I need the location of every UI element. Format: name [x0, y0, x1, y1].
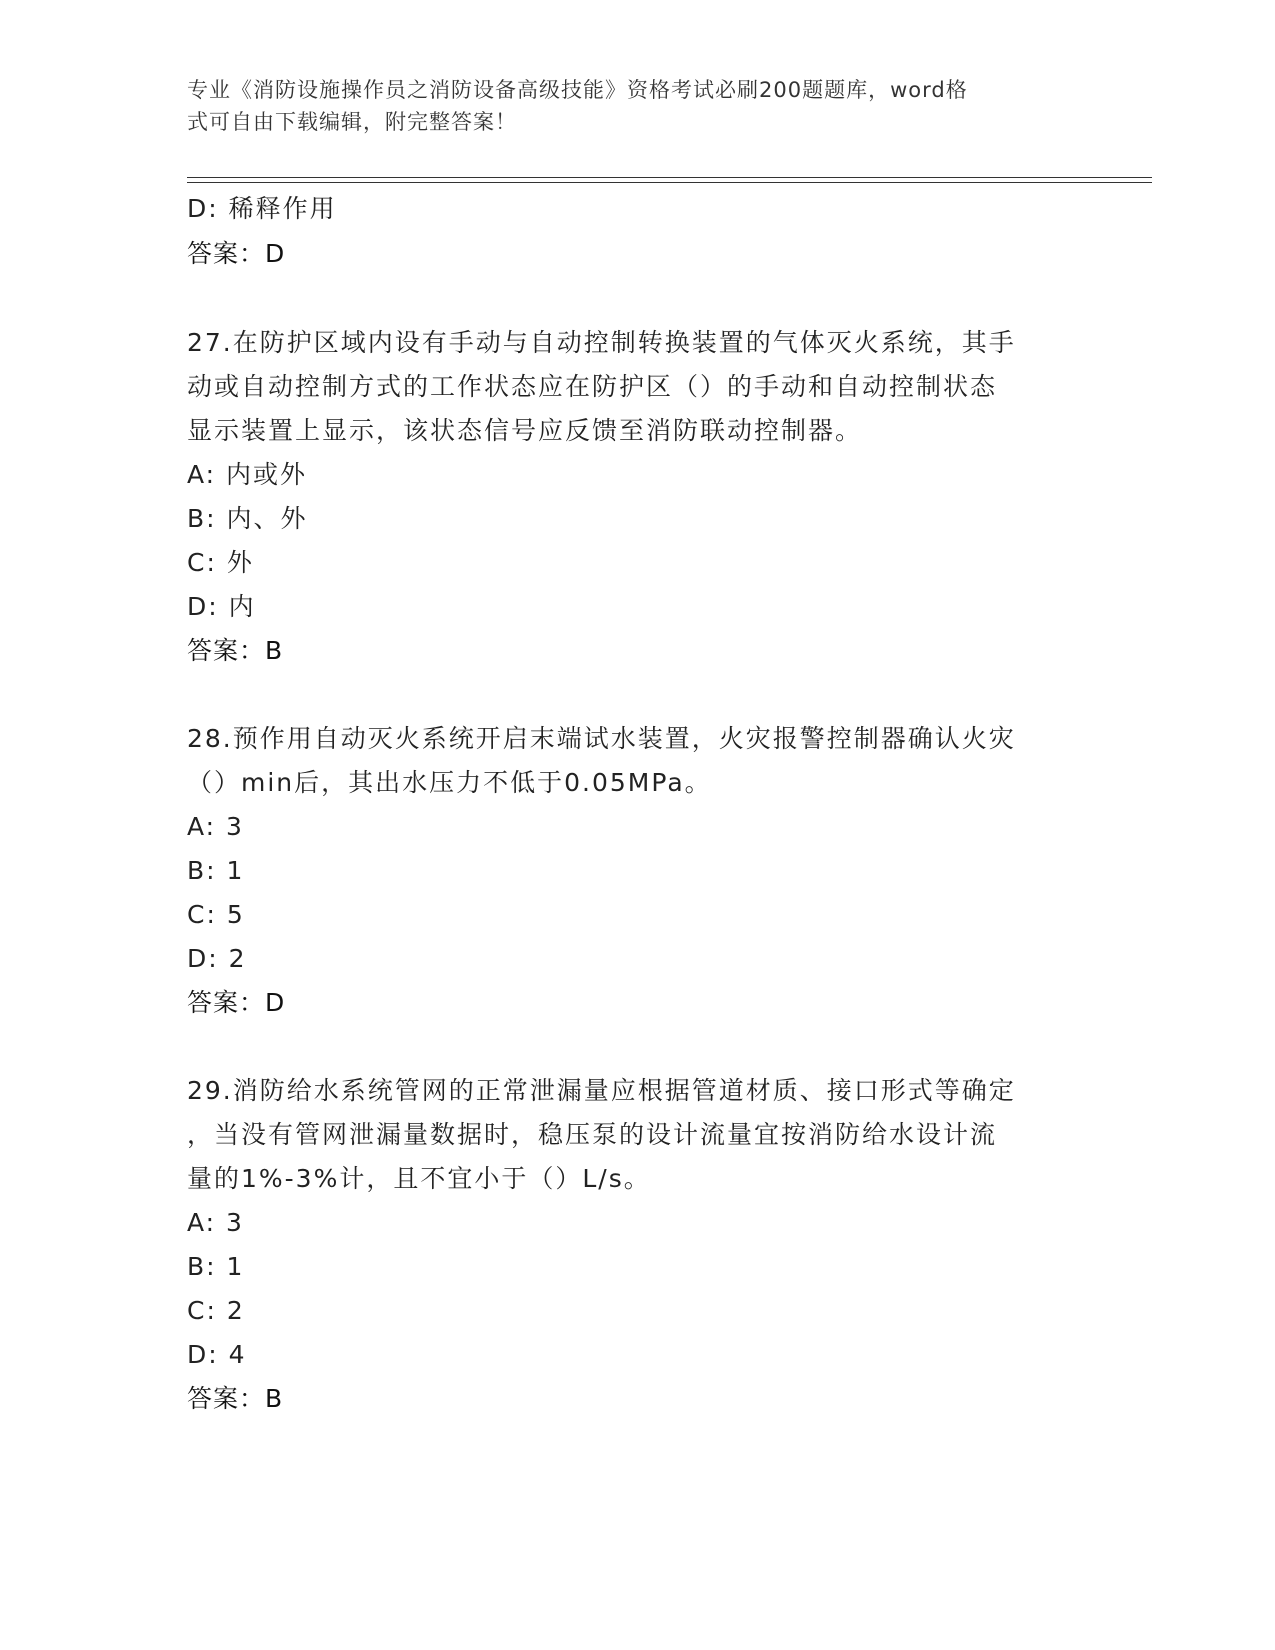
q29-option-b: B: 1 [187, 1252, 245, 1281]
q29-option-c: C: 2 [187, 1296, 245, 1325]
q29-text-line-2: ，当没有管网泄漏量数据时，稳压泵的设计流量宜按消防给水设计流 [187, 1120, 998, 1149]
q28-option-d: D: 2 [187, 944, 247, 973]
q28-option-c: C: 5 [187, 900, 245, 929]
q27-option-d: D: 内 [187, 592, 256, 621]
prev-answer: 答案：D [187, 239, 286, 268]
header-rule-bottom [187, 182, 1152, 183]
page-header [187, 74, 1067, 138]
q27-text-line-2: 动或自动控制方式的工作状态应在防护区（）的手动和自动控制状态 [187, 372, 998, 401]
header-line-2: 式可自由下载编辑，附完整答案！ [187, 110, 517, 134]
q28-option-a: A: 3 [187, 812, 244, 841]
q27-option-a: A: 内或外 [187, 460, 308, 489]
prev-option-d: D: 稀释作用 [187, 194, 337, 223]
header-rule-top [187, 177, 1152, 178]
q29-option-d: D: 4 [187, 1340, 247, 1369]
q28-text-line-1: 28.预作用自动灭火系统开启末端试水装置，火灾报警控制器确认火灾 [187, 724, 1016, 753]
q29-text-line-1: 29.消防给水系统管网的正常泄漏量应根据管道材质、接口形式等确定 [187, 1076, 1016, 1105]
q29-text-line-3: 量的1%-3%计，且不宜小于（）L/s。 [187, 1164, 651, 1193]
q28-text-line-2: （）min后，其出水压力不低于0.05MPa。 [187, 768, 712, 797]
q28-option-b: B: 1 [187, 856, 245, 885]
q28-answer: 答案：D [187, 988, 286, 1017]
q27-text-line-1: 27.在防护区域内设有手动与自动控制转换装置的气体灭火系统，其手 [187, 328, 1016, 357]
q27-option-b: B: 内、外 [187, 504, 308, 533]
q27-answer: 答案：B [187, 636, 284, 665]
q29-answer: 答案：B [187, 1384, 284, 1413]
q29-option-a: A: 3 [187, 1208, 244, 1237]
q27-text-line-3: 显示装置上显示，该状态信号应反馈至消防联动控制器。 [187, 416, 863, 445]
header-line-1: 专业《消防设施操作员之消防设备高级技能》资格考试必刷200题题库，word格 [187, 78, 968, 102]
q27-option-c: C: 外 [187, 548, 254, 577]
